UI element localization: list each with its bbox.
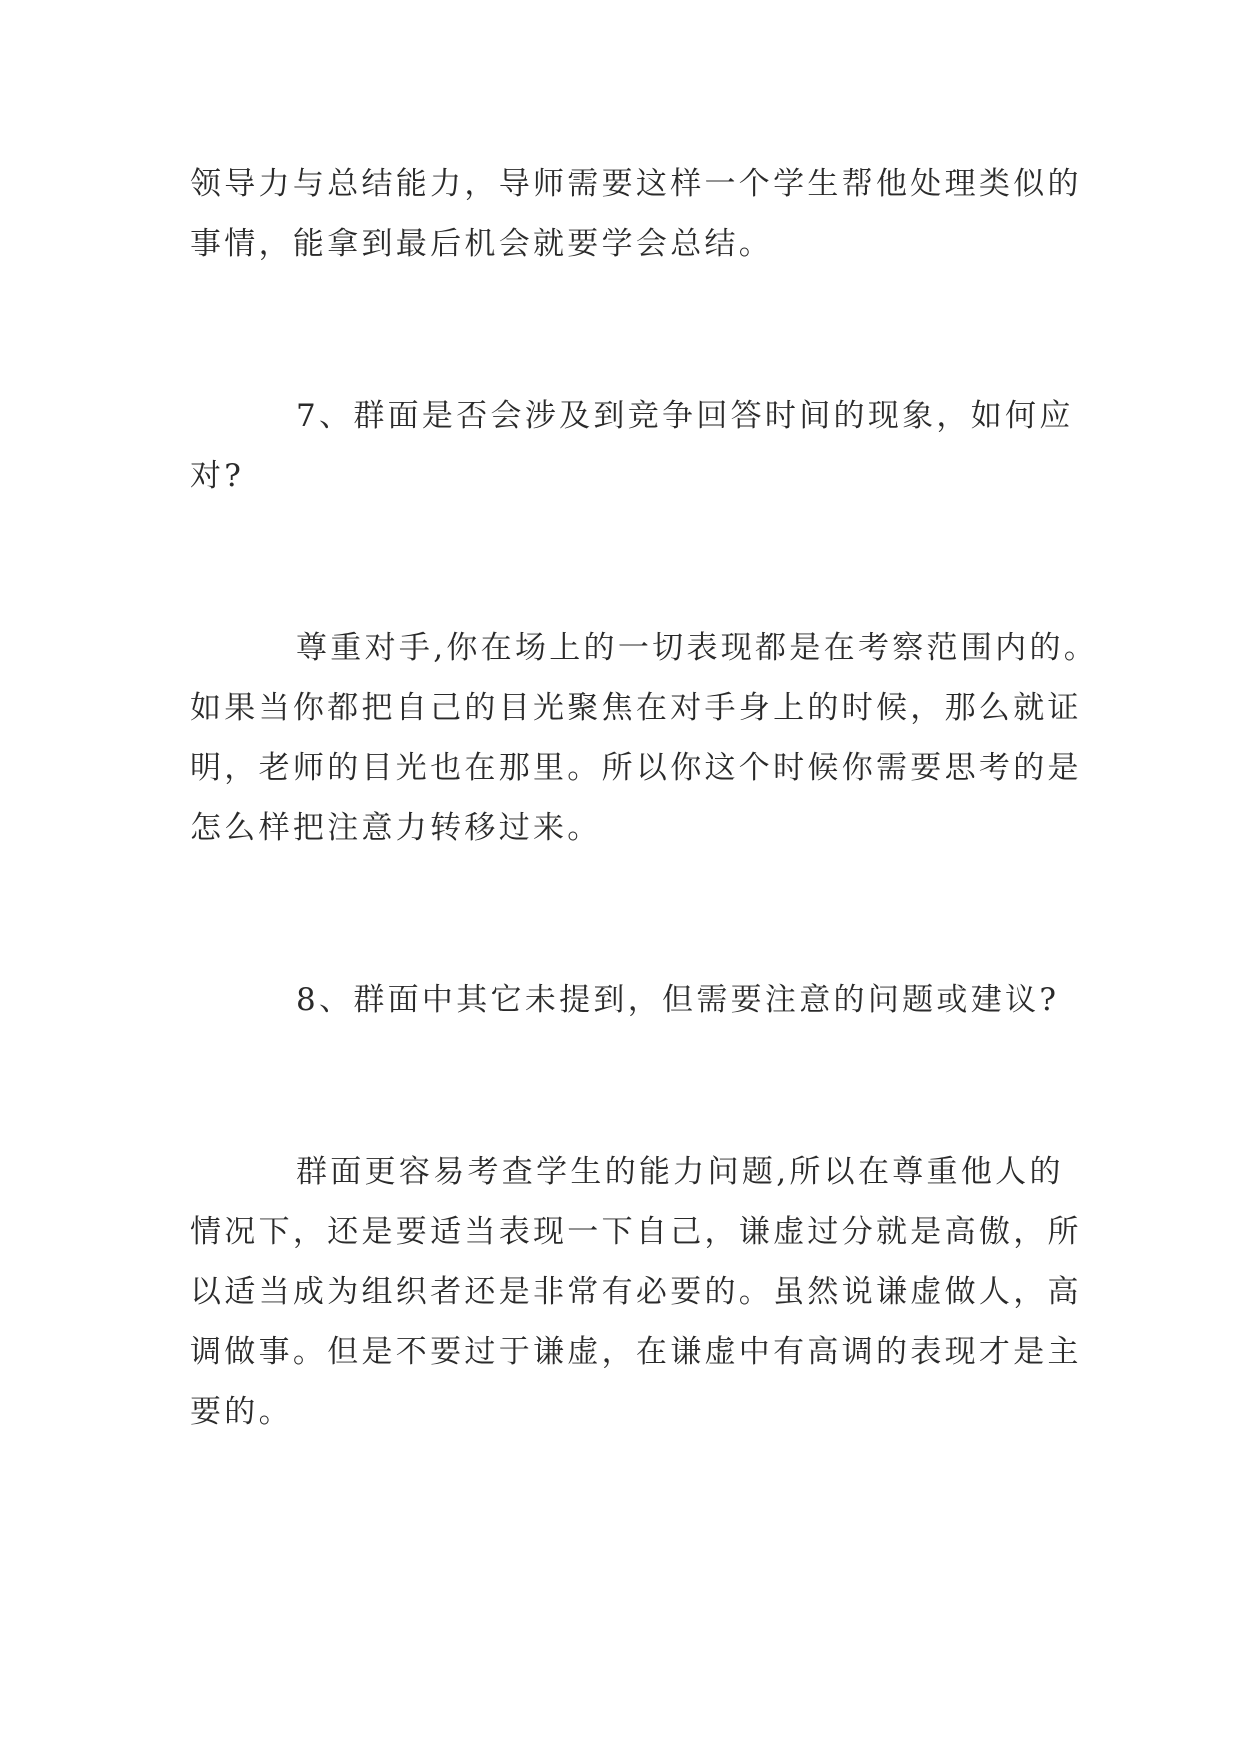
question-7-line-1: 7、群面是否会涉及到竞争回答时间的现象，如何应 xyxy=(296,398,1074,434)
answer-8-line-5: 要的。 xyxy=(190,1394,293,1430)
answer-7-line-4: 怎么样把注意力转移过来。 xyxy=(190,810,602,846)
answer-7-line-2: 如果当你都把自己的目光聚焦在对手身上的时候，那么就证 xyxy=(190,690,1082,726)
paragraph-1-line-2: 事情，能拿到最后机会就要学会总结。 xyxy=(190,226,774,262)
answer-8-line-3: 以适当成为组织者还是非常有必要的。虽然说谦虚做人，高 xyxy=(190,1274,1082,1310)
answer-7-line-3: 明，老师的目光也在那里。所以你这个时候你需要思考的是 xyxy=(190,750,1082,786)
answer-8-line-1: 群面更容易考查学生的能力问题,所以在尊重他人的 xyxy=(296,1154,1064,1190)
answer-8-line-4: 调做事。但是不要过于谦虚，在谦虚中有高调的表现才是主 xyxy=(190,1334,1082,1370)
question-7-line-2: 对? xyxy=(190,458,245,494)
answer-7-line-1: 尊重对手,你在场上的一切表现都是在考察范围内的。 xyxy=(296,630,1099,666)
paragraph-1-line-1: 领导力与总结能力，导师需要这样一个学生帮他处理类似的 xyxy=(190,166,1082,202)
question-8-line-1: 8、群面中其它未提到，但需要注意的问题或建议? xyxy=(296,982,1060,1018)
answer-8-line-2: 情况下，还是要适当表现一下自己，谦虚过分就是高傲，所 xyxy=(190,1214,1082,1250)
